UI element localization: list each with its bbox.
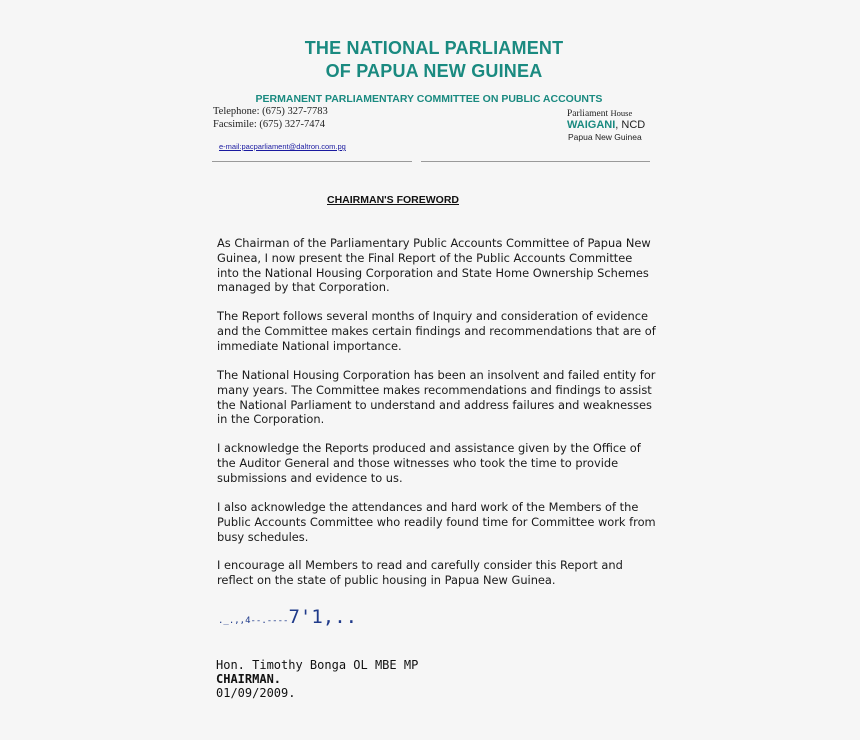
parliament-title-line-1: THE NATIONAL PARLIAMENT bbox=[304, 38, 564, 58]
foreword-paragraph-6: I encourage all Members to read and carefully consider this Report and reflect on the state of public housing in Papua New Guinea. bbox=[217, 558, 623, 587]
committee-name: PERMANENT PARLIAMENTARY COMMITTEE ON PUBLIC ACCOUNTS bbox=[255, 93, 603, 105]
telephone-line: Telephone: (675) 327-7783 bbox=[213, 106, 328, 117]
signature-scrawl-big: 7'1,.. bbox=[288, 606, 358, 628]
foreword-heading: CHAIRMAN'S FOREWORD bbox=[327, 194, 459, 206]
parliament-title-line-2: OF PAPUA NEW GUINEA bbox=[325, 61, 543, 81]
email-link[interactable]: e-mail:pacparliament@daltron.com.pg bbox=[219, 142, 346, 151]
address-house: House bbox=[610, 108, 633, 118]
foreword-paragraph-1: As Chairman of the Parliamentary Public Accounts Committee of Papua New Guinea, I now present the Final Report of the Public Accounts Committee into the National Housing Corporation and State Home Ownership Schemes managed by that Corporation. bbox=[217, 236, 651, 295]
address-parliament-house bbox=[567, 108, 632, 119]
foreword-date: 01/09/2009. bbox=[216, 686, 296, 700]
chairman-signature bbox=[218, 606, 357, 628]
foreword-paragraph-2: The Report follows several months of Inquiry and consideration of evidence and the Committee makes certain findings and recommendations that are of immediate National importance. bbox=[217, 309, 656, 353]
header-divider-right bbox=[421, 161, 650, 162]
address-country: Papua New Guinea bbox=[568, 132, 642, 142]
address-waigani-label: WAIGANI bbox=[567, 119, 616, 131]
address-waigani bbox=[567, 119, 645, 131]
chairman-role: CHAIRMAN. bbox=[216, 672, 282, 686]
signature-scrawl-small: ._.,,4--.---- bbox=[218, 616, 289, 626]
chairman-name: Hon. Timothy Bonga OL MBE MP bbox=[216, 658, 419, 672]
foreword-paragraph-5: I also acknowledge the attendances and hard work of the Members of the Public Accounts Committee who readily found time for Committee work from busy schedules. bbox=[217, 500, 656, 544]
foreword-paragraph-4: I acknowledge the Reports produced and assistance given by the Office of the Auditor General and those witnesses who took the time to provide submissions and evidence to us. bbox=[217, 441, 641, 485]
foreword-paragraph-3: The National Housing Corporation has been an insolvent and failed entity for many years. The Committee makes recommendations and findings to assist the National Parliament to understand and address failures and weaknesses in the Corporation. bbox=[217, 368, 656, 427]
facsimile-line: Facsimile: (675) 327-7474 bbox=[213, 119, 325, 130]
header-divider-left bbox=[212, 161, 412, 162]
address-ncd: , NCD bbox=[615, 119, 646, 131]
address-parliament: Parliament bbox=[567, 109, 609, 119]
